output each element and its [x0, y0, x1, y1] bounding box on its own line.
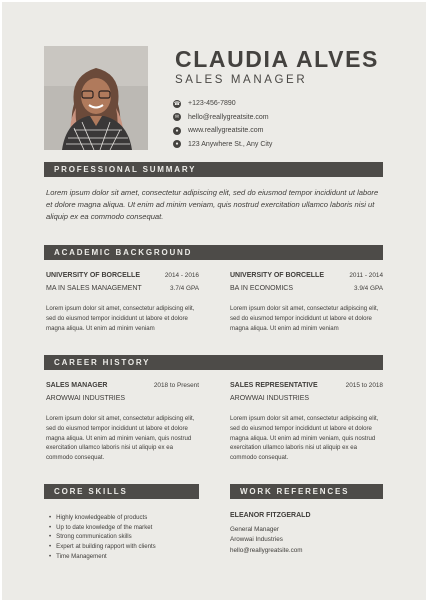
section-header-skills: CORE SKILLS	[44, 484, 199, 499]
company-name: AROWWAI INDUSTRIES	[230, 395, 310, 402]
contact-phone	[173, 97, 272, 110]
list-item: • Expert at building rapport with clients	[49, 542, 156, 552]
candidate-title: SALES MANAGER	[175, 74, 308, 86]
job-title: SALES MANAGER	[46, 382, 108, 389]
education-entry	[230, 272, 383, 333]
section-header-summary: PROFESSIONAL SUMMARY	[44, 162, 383, 177]
job-years: 2018 to Present	[153, 382, 199, 389]
contact-list	[173, 97, 272, 151]
reference-title: General Manager	[230, 526, 280, 533]
contact-text: www.reallygreatsite.com	[188, 127, 264, 134]
list-item: • Strong communication skills	[49, 532, 156, 542]
location-icon: ●	[173, 140, 181, 148]
list-item: • Time Management	[49, 552, 156, 562]
contact-website	[173, 124, 272, 137]
career-entry	[230, 382, 383, 463]
education-years: 2011 - 2014	[349, 272, 383, 279]
job-title: SALES REPRESENTATIVE	[230, 382, 318, 389]
degree-name: MA IN SALES MANAGEMENT	[46, 285, 142, 292]
reference-company: Arowwai Industries	[230, 536, 283, 544]
contact-email	[173, 111, 272, 124]
email-icon: ✉	[174, 114, 180, 120]
gpa: 3.7/4 GPA	[169, 285, 199, 292]
reference-email: hello@reallygreatsite.com	[230, 546, 303, 554]
contact-text: +123-456-7890	[188, 100, 236, 107]
education-years: 2014 - 2016	[164, 272, 199, 279]
candidate-name: CLAUDIA ALVES	[175, 46, 379, 72]
job-description: Lorem ipsum dolor sit amet, consectetur adipiscing elit, sed do eiusmod tempor incididunt ut labore et dolore magna aliqua. Ut enim ad minim veniam, quis nostrud exercitation ullamco laboris nisi ut aliquip ex ea commodo consequat.	[230, 415, 379, 462]
contact-address	[173, 138, 272, 151]
gpa: 3.9/4 GPA	[353, 285, 383, 292]
job-years: 2015 to 2018	[345, 382, 383, 389]
list-item: • Highly knowledgeable of products	[49, 513, 156, 523]
education-entry	[46, 272, 199, 333]
contact-text: 123 Anywhere St., Any City	[188, 140, 273, 148]
degree-name: BA IN ECONOMICS	[230, 285, 294, 292]
school-name: UNIVERSITY OF BORCELLE	[230, 272, 324, 279]
list-item: • Up to date knowledge of the market	[49, 523, 156, 533]
contact-text: hello@reallygreatsite.com	[188, 113, 269, 121]
profile-photo	[44, 46, 148, 150]
reference-card	[230, 512, 311, 556]
career-entry	[46, 382, 199, 463]
job-description: Lorem ipsum dolor sit amet, consectetur adipiscing elit, sed do eiusmod tempor incididunt ut labore et dolore magna aliqua. Ut enim ad minim veniam, quis nostrud exercitation ullamco laboris nisi ut aliquip ex ea commodo consequat.	[46, 415, 195, 462]
reference-name: ELEANOR FITZGERALD	[230, 512, 311, 519]
school-name: UNIVERSITY OF BORCELLE	[46, 272, 140, 279]
section-header-career: CAREER HISTORY	[44, 355, 383, 370]
section-header-references: WORK REFERENCES	[230, 484, 383, 499]
education-description: Lorem ipsum dolor sit amet, consectetur adipiscing elit, sed do eiusmod tempor incididunt ut labore et dolore magna aliqua. Ut enim ad minim veniam	[230, 305, 379, 332]
education-description: Lorem ipsum dolor sit amet, consectetur adipiscing elit, sed do eiusmod tempor incididunt ut labore et dolore magna aliqua. Ut enim ad minim veniam	[46, 305, 195, 332]
company-name: AROWWAI INDUSTRIES	[46, 395, 126, 402]
skills-list	[49, 513, 156, 562]
summary-text: Lorem ipsum dolor sit amet, consectetur adipiscing elit, sed do eiusmod tempor incididunt ut labore et dolore magna aliqua. Ut enim ad minim veniam, quis nostrud exercitation ullamco laboris nisi ut aliquip ex ea commodo consequat.	[46, 188, 379, 222]
web-icon: ●	[173, 127, 181, 135]
resume-page	[2, 2, 426, 600]
phone-icon: ☎	[173, 100, 181, 107]
section-header-education: ACADEMIC BACKGROUND	[44, 245, 383, 260]
